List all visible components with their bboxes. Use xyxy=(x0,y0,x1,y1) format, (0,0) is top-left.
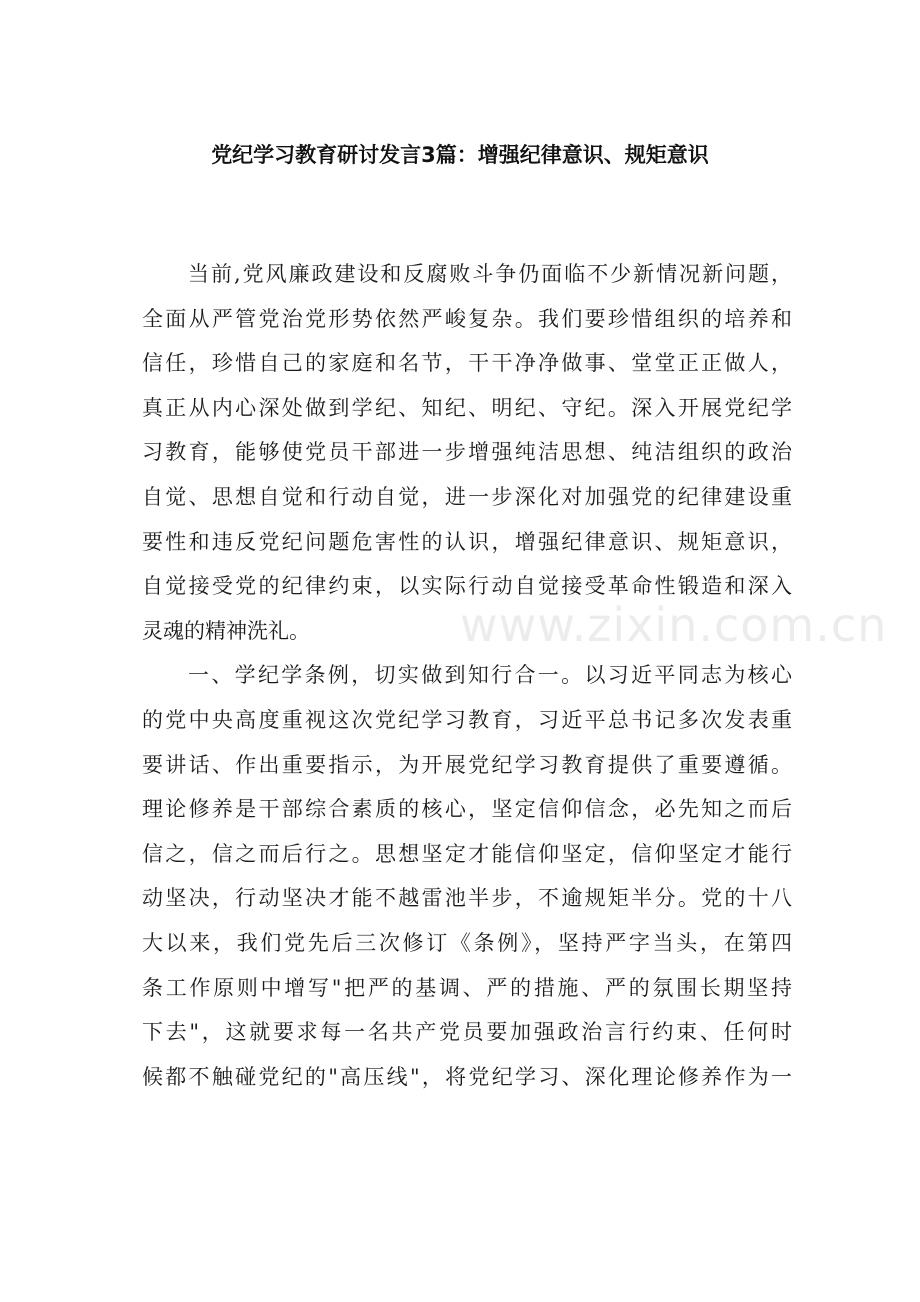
watermark: www.zixin.com.cn xyxy=(460,598,888,652)
paragraph-line: 动坚决，行动坚决才能不越雷池半步，不逾规矩半分。党的十八 xyxy=(142,886,792,911)
paragraph-line: 自觉接受党的纪律约束，以实际行动自觉接受革命性锻造和深入 xyxy=(142,574,792,599)
paragraph-line: 信之，信之而后行之。思想坚定才能信仰坚定，信仰坚定才能行 xyxy=(142,841,792,866)
paragraph-line: 习教育，能够使党员干部进一步增强纯洁思想、纯洁组织的政治 xyxy=(142,440,792,465)
paragraph-line: 自觉、思想自觉和行动自觉，进一步深化对加强党的纪律建设重 xyxy=(142,484,792,509)
paragraph-line: 当前,党风廉政建设和反腐败斗争仍面临不少新情况新问题， xyxy=(188,262,792,286)
paragraph-line: 信任，珍惜自己的家庭和名节，干干净净做事、堂堂正正做人， xyxy=(142,351,792,376)
paragraph-line: 条工作原则中增写"把严的基调、严的措施、严的氛围长期坚持 xyxy=(142,975,792,1000)
paragraph-line: 全面从严管党治党形势依然严峻复杂。我们要珍惜组织的培养和 xyxy=(142,306,792,331)
paragraph-line: 候都不触碰党纪的"高压线"，将党纪学习、深化理论修养作为一 xyxy=(142,1064,792,1089)
paragraph-line: 一、学纪学条例，切实做到知行合一。以习近平同志为核心 xyxy=(188,663,792,688)
document-title: 党纪学习教育研讨发言3篇：增强纪律意识、规矩意识 xyxy=(211,143,709,167)
paragraph-line: 要性和违反党纪问题危害性的认识，增强纪律意识、规矩意识， xyxy=(142,529,792,554)
paragraph-line: 的党中央高度重视这次党纪学习教育，习近平总书记多次发表重 xyxy=(142,707,792,732)
paragraph-line: 灵魂的精神洗礼。 xyxy=(142,618,310,643)
paragraph-line: 下去"，这就要求每一名共产党员要加强政治言行约束、任何时 xyxy=(142,1020,792,1045)
paragraph-line: 要讲话、作出重要指示，为开展党纪学习教育提供了重要遵循。 xyxy=(142,752,792,777)
document-body xyxy=(142,252,792,1099)
paragraph-line: 真正从内心深处做到学纪、知纪、明纪、守纪。深入开展党纪学 xyxy=(142,395,792,420)
paragraph-line: 理论修养是干部综合素质的核心，坚定信仰信念，必先知之而后 xyxy=(142,797,792,822)
paragraph-line: 大以来，我们党先后三次修订《条例》，坚持严字当头，在第四 xyxy=(142,930,792,955)
